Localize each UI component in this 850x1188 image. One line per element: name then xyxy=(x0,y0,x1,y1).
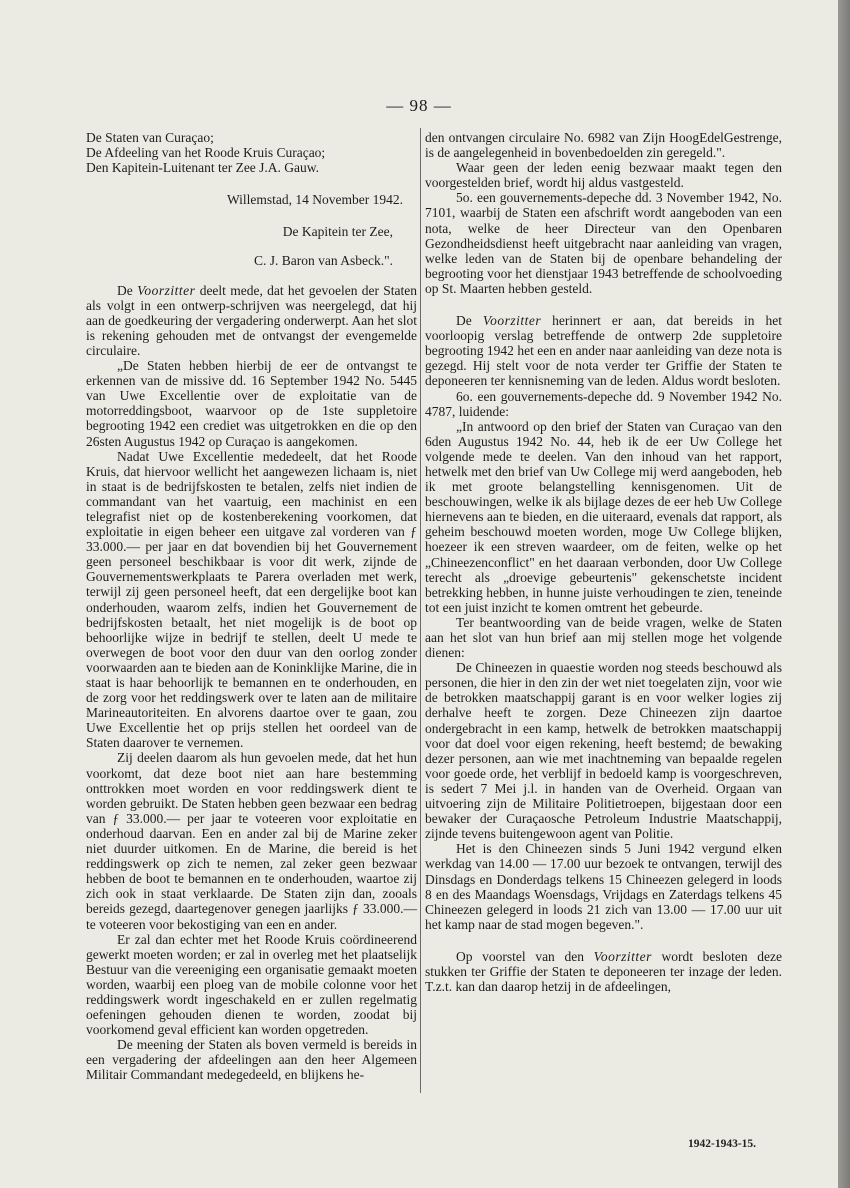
signoff-name: C. J. Baron van Asbeck.". xyxy=(254,253,393,269)
address-line: De Staten van Curaçao; xyxy=(86,130,214,145)
paragraph: Waar geen der leden eenig bezwaar maakt tegen den voorgestelden brief, wordt hij aldus vastgesteld. xyxy=(425,160,782,191)
speaker-name: Voorzitter xyxy=(137,282,196,298)
paragraph: De Voorzitter herinnert er aan, dat bereids in het voorloopig verslag betreffende de ontwerp 2de suppletoire begrooting 1942 het een en ander naar aanleiding van deze nota is gezegd. Hij stelt voor de nota verder ter Griffie der Staten te deponeeren ter kennisneming van de leden. Aldus wordt besloten. xyxy=(425,313,783,389)
quoted-paragraph: Zij deelen daarom als hun gevoelen mede, dat het hun voorkomt, dat deze boot niet aan hare bestemming onttrokken moet worden en voor reddingswerk dient te worden gebruikt. De Staten hebben geen bezwaar een bedrag van ƒ 33.000.— per jaar te voteeren voor exploitatie en onderhoud daarvan. Een en ander zal bij de Marine zeker niet duurder uitkomen. En de Marine, die bereid is het reddingswerk op zich te nemen, zal zeker geen bezwaar hebben de boot te bemannen en te onderhouden, waartoe zij zich ook in staat verklaarde. De Staten zijn dan, zooals bereids gezegd, daartegenover genegen jaarlijks ƒ 33.000.— te voteeren voor bekostiging van een en ander. xyxy=(86,750,417,932)
quoted-paragraph: Nadat Uwe Excellentie mededeelt, dat het Roode Kruis, dat hiervoor wellicht het aangewezen lichaam is, niet in staat is de bedrijfskosten te betalen, zelfs niet indien de commandant van het vaartuig, een machinist en een telegrafist niet op de kostenberekening voorkomen, dat exploitatie in eigen beheer een uitgave zal vorderen van ƒ 33.000.— per jaar en dat bovendien bij het Gouvernement geen personeel beschikbaar is voor dit werk, zijnde de Gouvernementswerkplaats te Parera overladen met werk, terwijl zij geen personeel heeft, dat een dergelijke boot kan onderhouden, waarom zelfs, indien het Gouvernement de bedrijfskosten betaalt, het niet mogelijk is de boot op behoorlijke wijze in bedrijf te stellen, deelt U mede te overwegen de boot voor den duur van den oorlog zonder voorwaarden aan te bieden aan de Koninklijke Marine, die in staat is haar behoorlijk te bemannen en te onderhouden, en de zorg voor het reddingswerk over te laten aan de militaire Marineautoriteiten. En alvorens daartoe over te gaan, zou Uwe Excellentie het op prijs stellen het oordeel van de Staten daarover te vernemen. xyxy=(86,448,417,751)
paragraph: De Voorzitter deelt mede, dat het gevoelen der Staten als volgt in een ontwerp-schrijven was neergelegd, dat hij aan de goedkeuring der vergadering onderwerpt. Aan het slot is rekening gehouden met de ontvangst der evengemelde circulaire. xyxy=(86,282,418,358)
paragraph: den ontvangen circulaire No. 6982 van Zijn HoogEdelGestrenge, is de aangelegenheid in bovenbedoelden zin geregeld.". xyxy=(425,130,782,161)
signoff-title: De Kapitein ter Zee, xyxy=(282,224,393,240)
quoted-paragraph: „In antwoord op den brief der Staten van Curaçao van den 6den Augustus 1942 No. 44, heb ik de eer Uw College het volgende mede te deelen. Van den inhoud van het rapport, hetwelk met den brief van Uw College mij werd aangeboden, heb ik met groote belangstelling kennisgenomen. Uit de beschouwingen, welke ik als bijlage dezes de eer heb Uw College hiernevens aan te bieden, en die uiteraard, evenals dat rapport, als geheim beschouwd moeten worden, moge Uw College blijken, hoezeer ik een streven waardeer, om de feiten, welke op het „Chineezenconflict" en het daaraan verbonden, door Uw College terecht als „droevige gebeurtenis" gekenschetste incident betrekking hebben, in hunne juiste verhoudingen te zien, teneinde tot een juist inzicht te komen omtrent het gebeurde. xyxy=(425,418,782,615)
quoted-paragraph: Ter beantwoording van de beide vragen, welke de Staten aan het slot van hun brief aan mij stellen moge het volgende dienen: xyxy=(425,614,782,661)
address-line: Den Kapitein-Luitenant ter Zee J.A. Gauw. xyxy=(86,160,320,176)
footer-code: 1942-1943-15. xyxy=(688,1138,757,1150)
agenda-item: 6o. een gouvernements-depeche dd. 9 November 1942 No. 4787, luidende: xyxy=(425,388,782,419)
speaker-name: Voorzitter xyxy=(593,948,652,964)
paragraph: Op voorstel van den Voorzitter wordt besloten deze stukken ter Griffie der Staten te deponeeren ter inzage der leden. T.z.t. kan dan daarop hetzij in de afdeelingen, xyxy=(425,948,782,995)
quoted-paragraph: De Chineezen in quaestie worden nog steeds beschouwd als personen, die hier in den zin der wet niet toegelaten zijn, voor wie de betrokken maatschappij garant is en voor welker logies zij derhalve heeft te zorgen. Deze Chineezen zijn daartoe ondergebracht in een kamp, hetwelk de betrokken maatschappij voor dat doel voor eigen rekening, heeft bestemd; de bewaking dezer personen, aan wie met inachtneming van bepaalde regelen voor goede orde, het verblijf in bedoeld kamp is voorgeschreven, is sedert 7 Mei j.l. in handen van de Overheid. Orgaan van uitvoering zijn de Militaire Politietroepen, bijgestaan door een bewaker der Curaçaosche Petroleum Industrie Maatschappij, zijnde tevens buitengewoon agent van Politie. xyxy=(425,660,782,842)
speaker-name: Voorzitter xyxy=(482,313,542,329)
right-column xyxy=(425,130,782,994)
quoted-paragraph: Er zal dan echter met het Roode Kruis coördineerend gewerkt moeten worden; er zal in overleg met het plaatselijk Bestuur van die vereeniging een organisatie gemaakt moeten worden, waarbij een ploeg van de mobile colonne voor het reddingswerk wordt ingeschakeld en er zullen regelmatig oefeningen gehouden dienen te worden, zoodat bij voorkomend geval efficient kan worden opgetreden. xyxy=(86,931,417,1038)
quoted-paragraph: Het is den Chineezen sinds 5 Juni 1942 vergund elken werkdag van 14.00 — 17.00 uur bezoek te ontvangen, terwijl des Dinsdags en Donderdags telkens 15 Chineezen gelegerd in loods 8 en des Maandags Woensdags, Vrijdags en Zaterdags telkens 45 Chineezen gelegerd in loods 21 zich van 13.00 — 17.00 uur uit het kamp naar de stad mogen begeven.". xyxy=(425,841,782,932)
address-line: De Afdeeling van het Roode Kruis Curaçao; xyxy=(86,145,326,161)
agenda-item: 5o. een gouvernements-depeche dd. 3 November 1942, No. 7101, waarbij de Staten een afschrift wordt aangeboden van een nota, welke de heer Directeur van den Openbaren Gezondheidsdienst heeft uitgebracht naar aanleiding van vragen, welke leden van de Staten bij de openbare behandeling der begrooting voor het dienstjaar 1943 betreffende de schoolvoeding op St. Maarten hebben gesteld. xyxy=(425,190,782,296)
quoted-paragraph: De meening der Staten als boven vermeld is bereids in een vergadering der afdeelingen aan den heer Algemeen Militair Commandant medegedeeld, en blijkens he- xyxy=(86,1037,417,1083)
quoted-paragraph: „De Staten hebben hierbij de eer de ontvangst te erkennen van de missive dd. 16 September 1942 No. 5445 van Uwe Excellentie over de exploitatie van de motorreddingsboot, waarvoor op de 1ste suppletoire begrooting 1942 een crediet was uitgetrokken en die op den 26sten Augustus 1942 op Curaçao is aangekomen. xyxy=(86,358,417,449)
left-column xyxy=(86,130,417,1083)
page-edge xyxy=(838,0,850,1188)
column-divider xyxy=(420,128,421,1093)
place-date: Willemstad, 14 November 1942. xyxy=(226,192,403,208)
page-number: — 98 — xyxy=(386,96,452,115)
